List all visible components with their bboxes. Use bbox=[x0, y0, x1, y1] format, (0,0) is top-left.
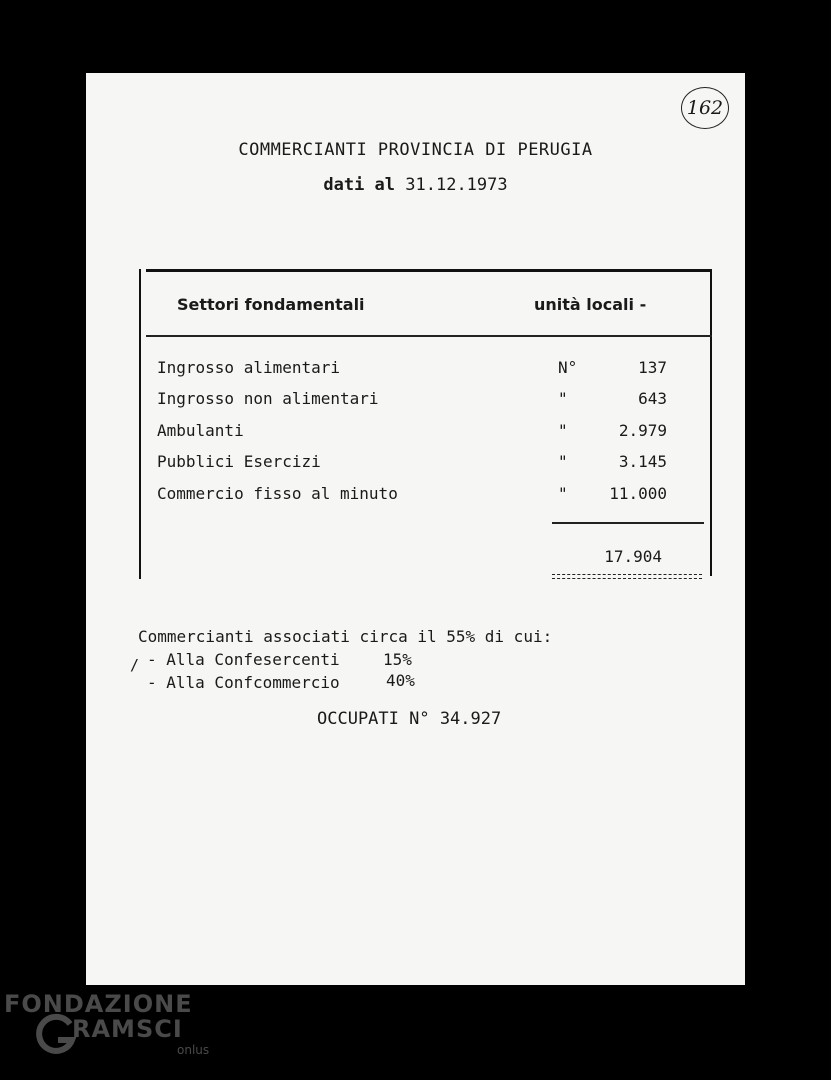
associations-intro: Commercianti associati circa il 55% di cui: bbox=[138, 627, 553, 646]
table-row bbox=[157, 358, 697, 382]
document-page bbox=[86, 73, 745, 985]
document-title: COMMERCIANTI PROVINCIA DI PERUGIA bbox=[238, 140, 593, 160]
tick-mark: / bbox=[130, 656, 140, 674]
page-number: 162 bbox=[686, 97, 724, 119]
logo-line2: RAMSCI bbox=[72, 1015, 183, 1043]
row-value: 11.000 bbox=[609, 484, 667, 503]
document-subtitle bbox=[86, 175, 745, 195]
logo-sub: onlus bbox=[177, 1043, 210, 1057]
table-row bbox=[157, 452, 697, 476]
row-unit: N° bbox=[558, 358, 578, 377]
subtitle-prefix: dati al bbox=[323, 175, 396, 195]
row-value: 3.145 bbox=[618, 452, 667, 471]
row-value: 643 bbox=[638, 389, 667, 408]
row-label: Pubblici Esercizi bbox=[157, 452, 321, 471]
table-row bbox=[157, 389, 697, 413]
table-top-border bbox=[146, 269, 712, 272]
table-row bbox=[157, 421, 697, 445]
table-right-border bbox=[710, 269, 712, 576]
row-label: Commercio fisso al minuto bbox=[157, 484, 398, 503]
row-label: Ingrosso alimentari bbox=[157, 358, 341, 377]
row-unit: " bbox=[558, 452, 568, 471]
table-row bbox=[157, 484, 697, 508]
column-header-units: unità locali - bbox=[534, 295, 647, 314]
table-total: 17.904 bbox=[604, 547, 662, 566]
row-value: 137 bbox=[638, 358, 667, 377]
row-unit: " bbox=[558, 421, 568, 440]
row-label: Ingrosso non alimentari bbox=[157, 389, 379, 408]
table-left-border bbox=[139, 269, 141, 579]
sum-line bbox=[552, 522, 704, 524]
association-item-label: - Alla Confesercenti bbox=[147, 650, 340, 669]
row-value: 2.979 bbox=[618, 421, 667, 440]
association-item-label: - Alla Confcommercio bbox=[147, 673, 340, 692]
row-unit: " bbox=[558, 484, 568, 503]
logo-line1: FONDAZIONE bbox=[4, 990, 193, 1018]
occupati-total: OCCUPATI N° 34.927 bbox=[317, 709, 502, 729]
table-header-divider bbox=[146, 335, 712, 337]
association-item-value: 40% bbox=[386, 671, 415, 690]
row-label: Ambulanti bbox=[157, 421, 244, 440]
subtitle-date: 31.12.1973 bbox=[405, 175, 508, 195]
fondazione-gramsci-logo bbox=[4, 988, 214, 1080]
total-double-underline bbox=[552, 574, 702, 579]
page-number-stamp bbox=[681, 87, 729, 129]
column-header-sector: Settori fondamentali bbox=[177, 295, 365, 314]
row-unit: " bbox=[558, 389, 568, 408]
association-item-value: 15% bbox=[383, 650, 412, 669]
